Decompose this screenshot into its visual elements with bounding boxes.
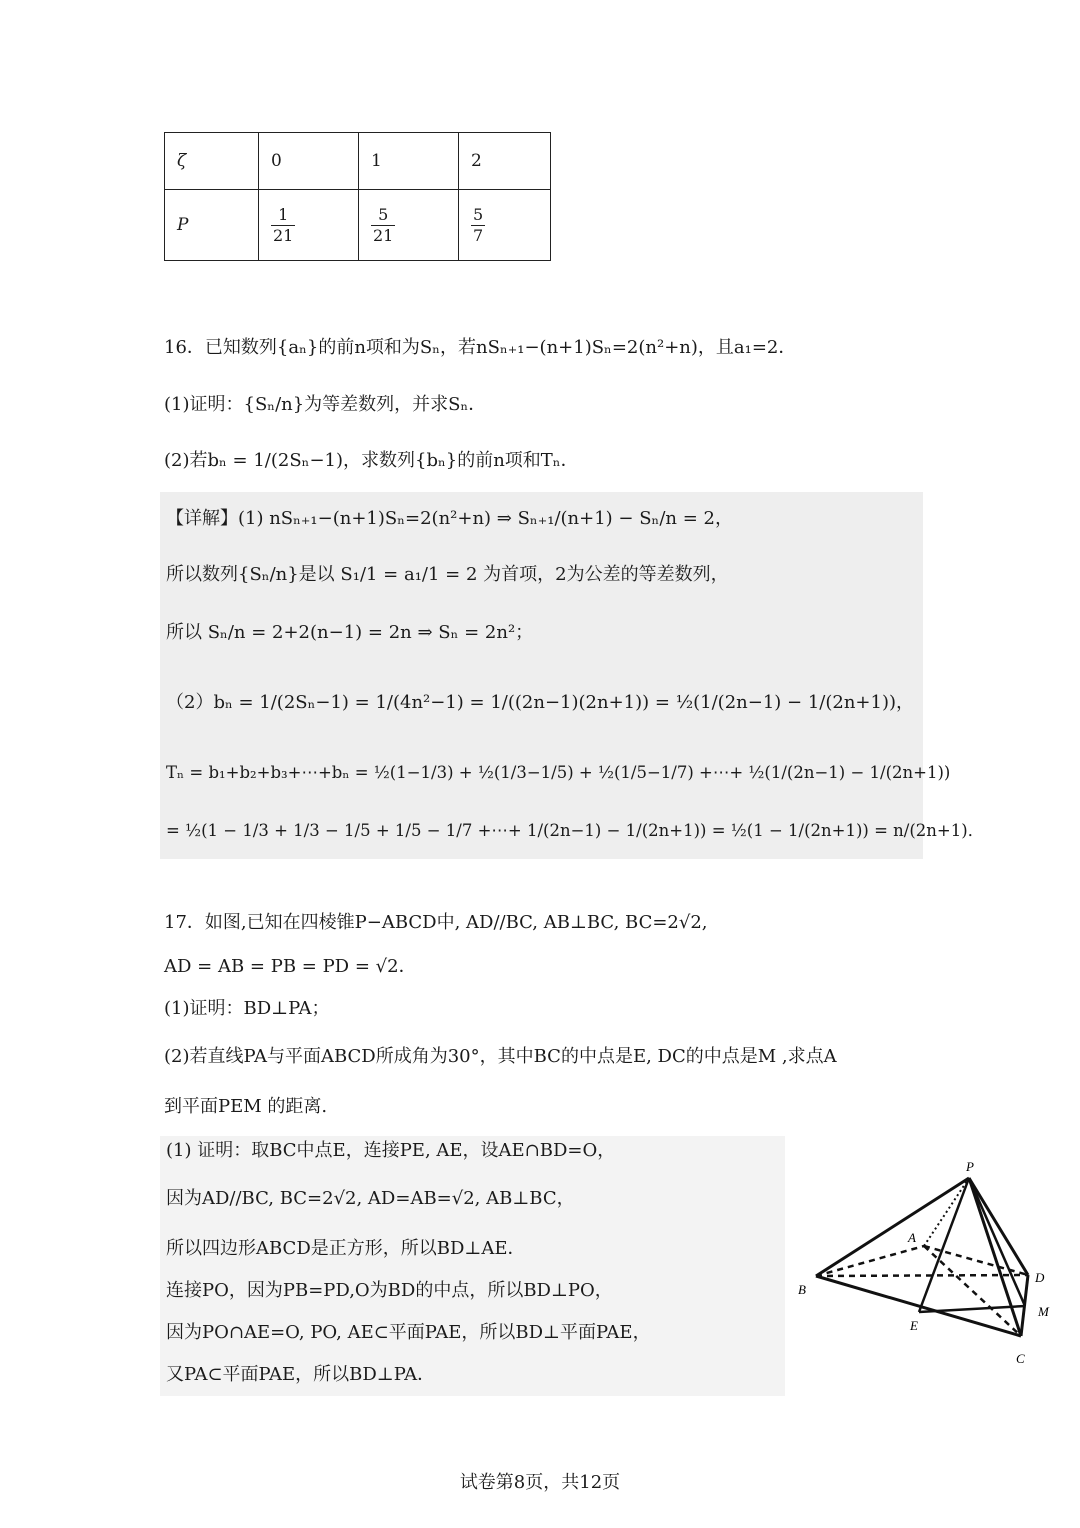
q17-sol-line2: 因为AD//BC, BC=2√2, AD=AB=√2, AB⊥BC， (166, 1188, 575, 1209)
edge-pm (969, 1178, 1025, 1306)
table-cell: 2 (459, 133, 551, 190)
table-cell: 0 (259, 133, 359, 190)
label-b: B (798, 1282, 806, 1297)
table-head-zeta: ζ (165, 133, 259, 190)
q17-part1: (1)证明：BD⊥PA； (164, 998, 330, 1019)
table-head-p: P (165, 190, 259, 261)
q16-stem: 16．已知数列{aₙ}的前n项和为Sₙ，若nSₙ₊₁−(n+1)Sₙ=2(n²+n)，且a₁=2． (164, 337, 797, 358)
q16-solution-box (160, 492, 923, 859)
label-e: E (910, 1318, 918, 1333)
q16-part1: (1)证明：{Sₙ/n}为等差数列，并求Sₙ． (164, 394, 487, 415)
q17-stem-line1: 17．如图,已知在四棱锥P−ABCD中, AD//BC, AB⊥BC, BC=2√2, (164, 912, 708, 933)
q17-sol-line5: 因为PO∩AE=O, PO, AE⊂平面PAE，所以BD⊥平面PAE， (166, 1322, 651, 1343)
edge-em (919, 1306, 1025, 1312)
table-row (165, 190, 551, 261)
table-cell (459, 190, 551, 261)
table-row (165, 133, 551, 190)
q16-sol-line4: （2）bₙ = 1/(2Sₙ−1) = 1/(4n²−1) = 1/((2n−1)(2n+1)) = ½(1/(2n−1) − 1/(2n+1))， (166, 692, 914, 713)
label-a: A (908, 1230, 916, 1245)
page-footer: 试卷第8页，共12页 (459, 1472, 621, 1493)
q17-sol-line6: 又PA⊂平面PAE，所以BD⊥PA． (166, 1364, 436, 1385)
label-c: C (1016, 1351, 1025, 1366)
label-p: P (966, 1160, 974, 1174)
q17-part2-line1: (2)若直线PA与平面ABCD所成角为30°，其中BC的中点是E, DC的中点是M ,求点A (164, 1046, 837, 1067)
q16-part2: (2)若bₙ = 1/(2Sₙ−1)，求数列{bₙ}的前n项和Tₙ． (164, 450, 579, 471)
q17-stem-line2: AD = AB = PB = PD = √2． (164, 956, 417, 977)
q16-sol-line3: 所以 Sₙ/n = 2+2(n−1) = 2n ⇒ Sₙ = 2n²； (166, 622, 534, 643)
table-cell: 1 (359, 133, 459, 190)
fraction: $\frac{5}{7}$ (473, 204, 484, 245)
edge-ba (816, 1246, 924, 1276)
edge-pe (919, 1178, 969, 1312)
q17-sol-line1: (1) 证明：取BC中点E，连接PE, AE，设AE∩BD=O， (166, 1140, 616, 1161)
pyramid-figure (790, 1160, 1060, 1370)
edge-pc (969, 1178, 1021, 1336)
q17-part2-line2: 到平面PEM 的距离. (164, 1096, 328, 1117)
table-cell (259, 190, 359, 261)
q16-sol-line1: 【详解】(1) nSₙ₊₁−(n+1)Sₙ=2(n²+n) ⇒ Sₙ₊₁/(n+1) − Sₙ/n = 2， (166, 508, 733, 529)
table-cell (359, 190, 459, 261)
fraction: $\frac{5}{21}$ (373, 204, 394, 245)
q17-solution-box (160, 1136, 785, 1396)
label-d: D (1035, 1270, 1045, 1285)
q17-sol-line4: 连接PO，因为PB=PD,O为BD的中点，所以BD⊥PO， (166, 1280, 613, 1301)
edge-pb (816, 1178, 969, 1276)
q16-sol-line5: Tₙ = b₁+b₂+b₃+⋯+bₙ = ½(1−1/3) + ½(1/3−1/5) + ½(1/5−1/7) +⋯+ ½(1/(2n−1) − 1/(2n+1)) (166, 763, 951, 782)
fraction: $\frac{1}{21}$ (273, 204, 294, 245)
q17-sol-line3: 所以四边形ABCD是正方形，所以BD⊥AE． (166, 1238, 526, 1259)
edge-bd (816, 1275, 1028, 1276)
q16-sol-line2: 所以数列{Sₙ/n}是以 S₁/1 = a₁/1 = 2 为首项，2为公差的等差数列， (166, 564, 729, 585)
label-m: M (1038, 1304, 1049, 1319)
distribution-table (164, 132, 551, 261)
q16-sol-line6: = ½(1 − 1/3 + 1/3 − 1/5 + 1/5 − 1/7 +⋯+ 1/(2n−1) − 1/(2n+1)) = ½(1 − 1/(2n+1)) = n/(2n+1)． (166, 821, 985, 840)
